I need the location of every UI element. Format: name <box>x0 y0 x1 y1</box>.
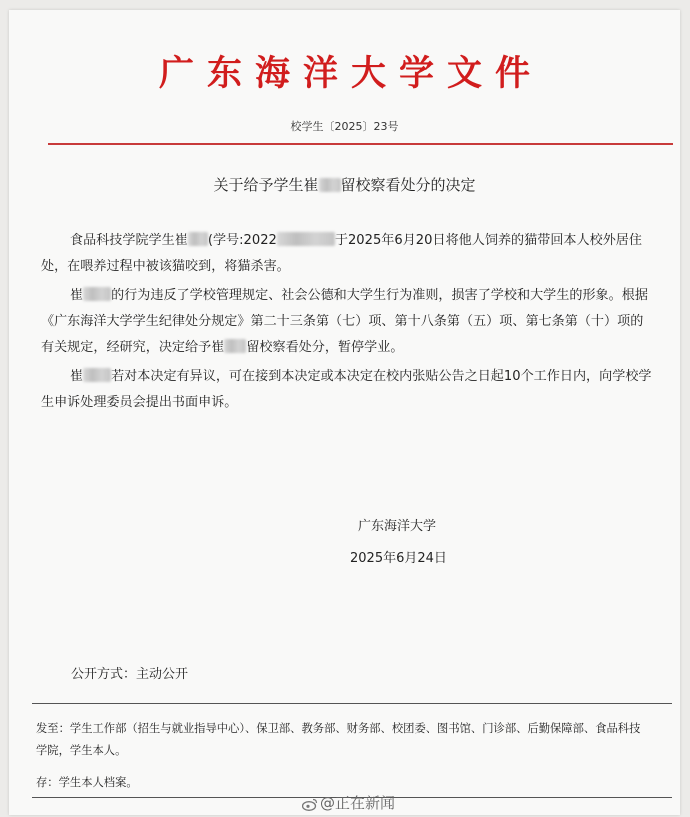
paragraph-incident <box>41 228 653 280</box>
document-number: 校学生〔2025〕23号 <box>290 120 399 133</box>
archive-note: 存：学生本人档案。 <box>36 776 138 789</box>
document-body <box>41 228 653 419</box>
p3-text-b: 若对本决定有异议，可在接到本决定或本决定在校内张贴公告之日起10个工作日内，向学校学生申诉处理委员会提出书面申诉。 <box>41 369 652 410</box>
document-page <box>9 10 680 815</box>
document-header: 广东海洋大学文件 <box>158 53 543 94</box>
signatory-name: 广东海洋大学 <box>358 519 437 534</box>
p2-text-c: 留校察看处分，暂停学业。 <box>246 340 404 355</box>
p2-text-a: 崔 <box>70 288 84 303</box>
paragraph-ruling <box>41 283 653 361</box>
redacted-name <box>83 287 111 301</box>
p1-text-a: 食品科技学院学生崔 <box>70 233 188 248</box>
watermark-text: @正在新闻 <box>320 794 396 812</box>
paragraph-appeal <box>41 364 653 416</box>
date-text: 2025年6月24日 <box>350 551 447 566</box>
p1-text-c: 于2025年6月20日将他人饲养的猫带回本人校外居住处，在喂养过程中被该猫咬到，将猫杀害。 <box>41 233 642 274</box>
watermark <box>302 792 395 813</box>
title-prefix: 关于给予学生崔 <box>213 176 319 194</box>
p2-text-b: 的行为违反了学校管理规定、社会公德和大学生行为准则，损害了学校和大学生的形象。根据《广东海洋大学学生纪律处分规定》第二十三条第（七）项、第十八条第（五）项、第七条第（十）项的有关规定，经研究，决定给予崔 <box>41 288 648 355</box>
redacted-name <box>319 178 341 192</box>
disclosure-method: 公开方式：主动公开 <box>71 667 189 682</box>
redacted-student-id <box>277 232 335 246</box>
p3-text-a: 崔 <box>70 369 84 384</box>
redacted-name <box>188 232 208 246</box>
distribution-list: 发至：学生工作部（招生与就业指导中心）、保卫部、教务部、财务部、校团委、图书馆、门诊部、后勤保障部、食品科技学院，学生本人。 <box>36 722 641 757</box>
footer-divider-top <box>32 703 672 704</box>
weibo-icon <box>302 797 316 808</box>
p1-text-b: (学号:2022 <box>207 233 277 248</box>
document-title <box>9 174 680 195</box>
title-suffix: 留校察看处分的决定 <box>340 176 476 194</box>
redacted-name <box>83 368 111 382</box>
header-divider <box>48 143 673 145</box>
redacted-name <box>224 339 246 353</box>
